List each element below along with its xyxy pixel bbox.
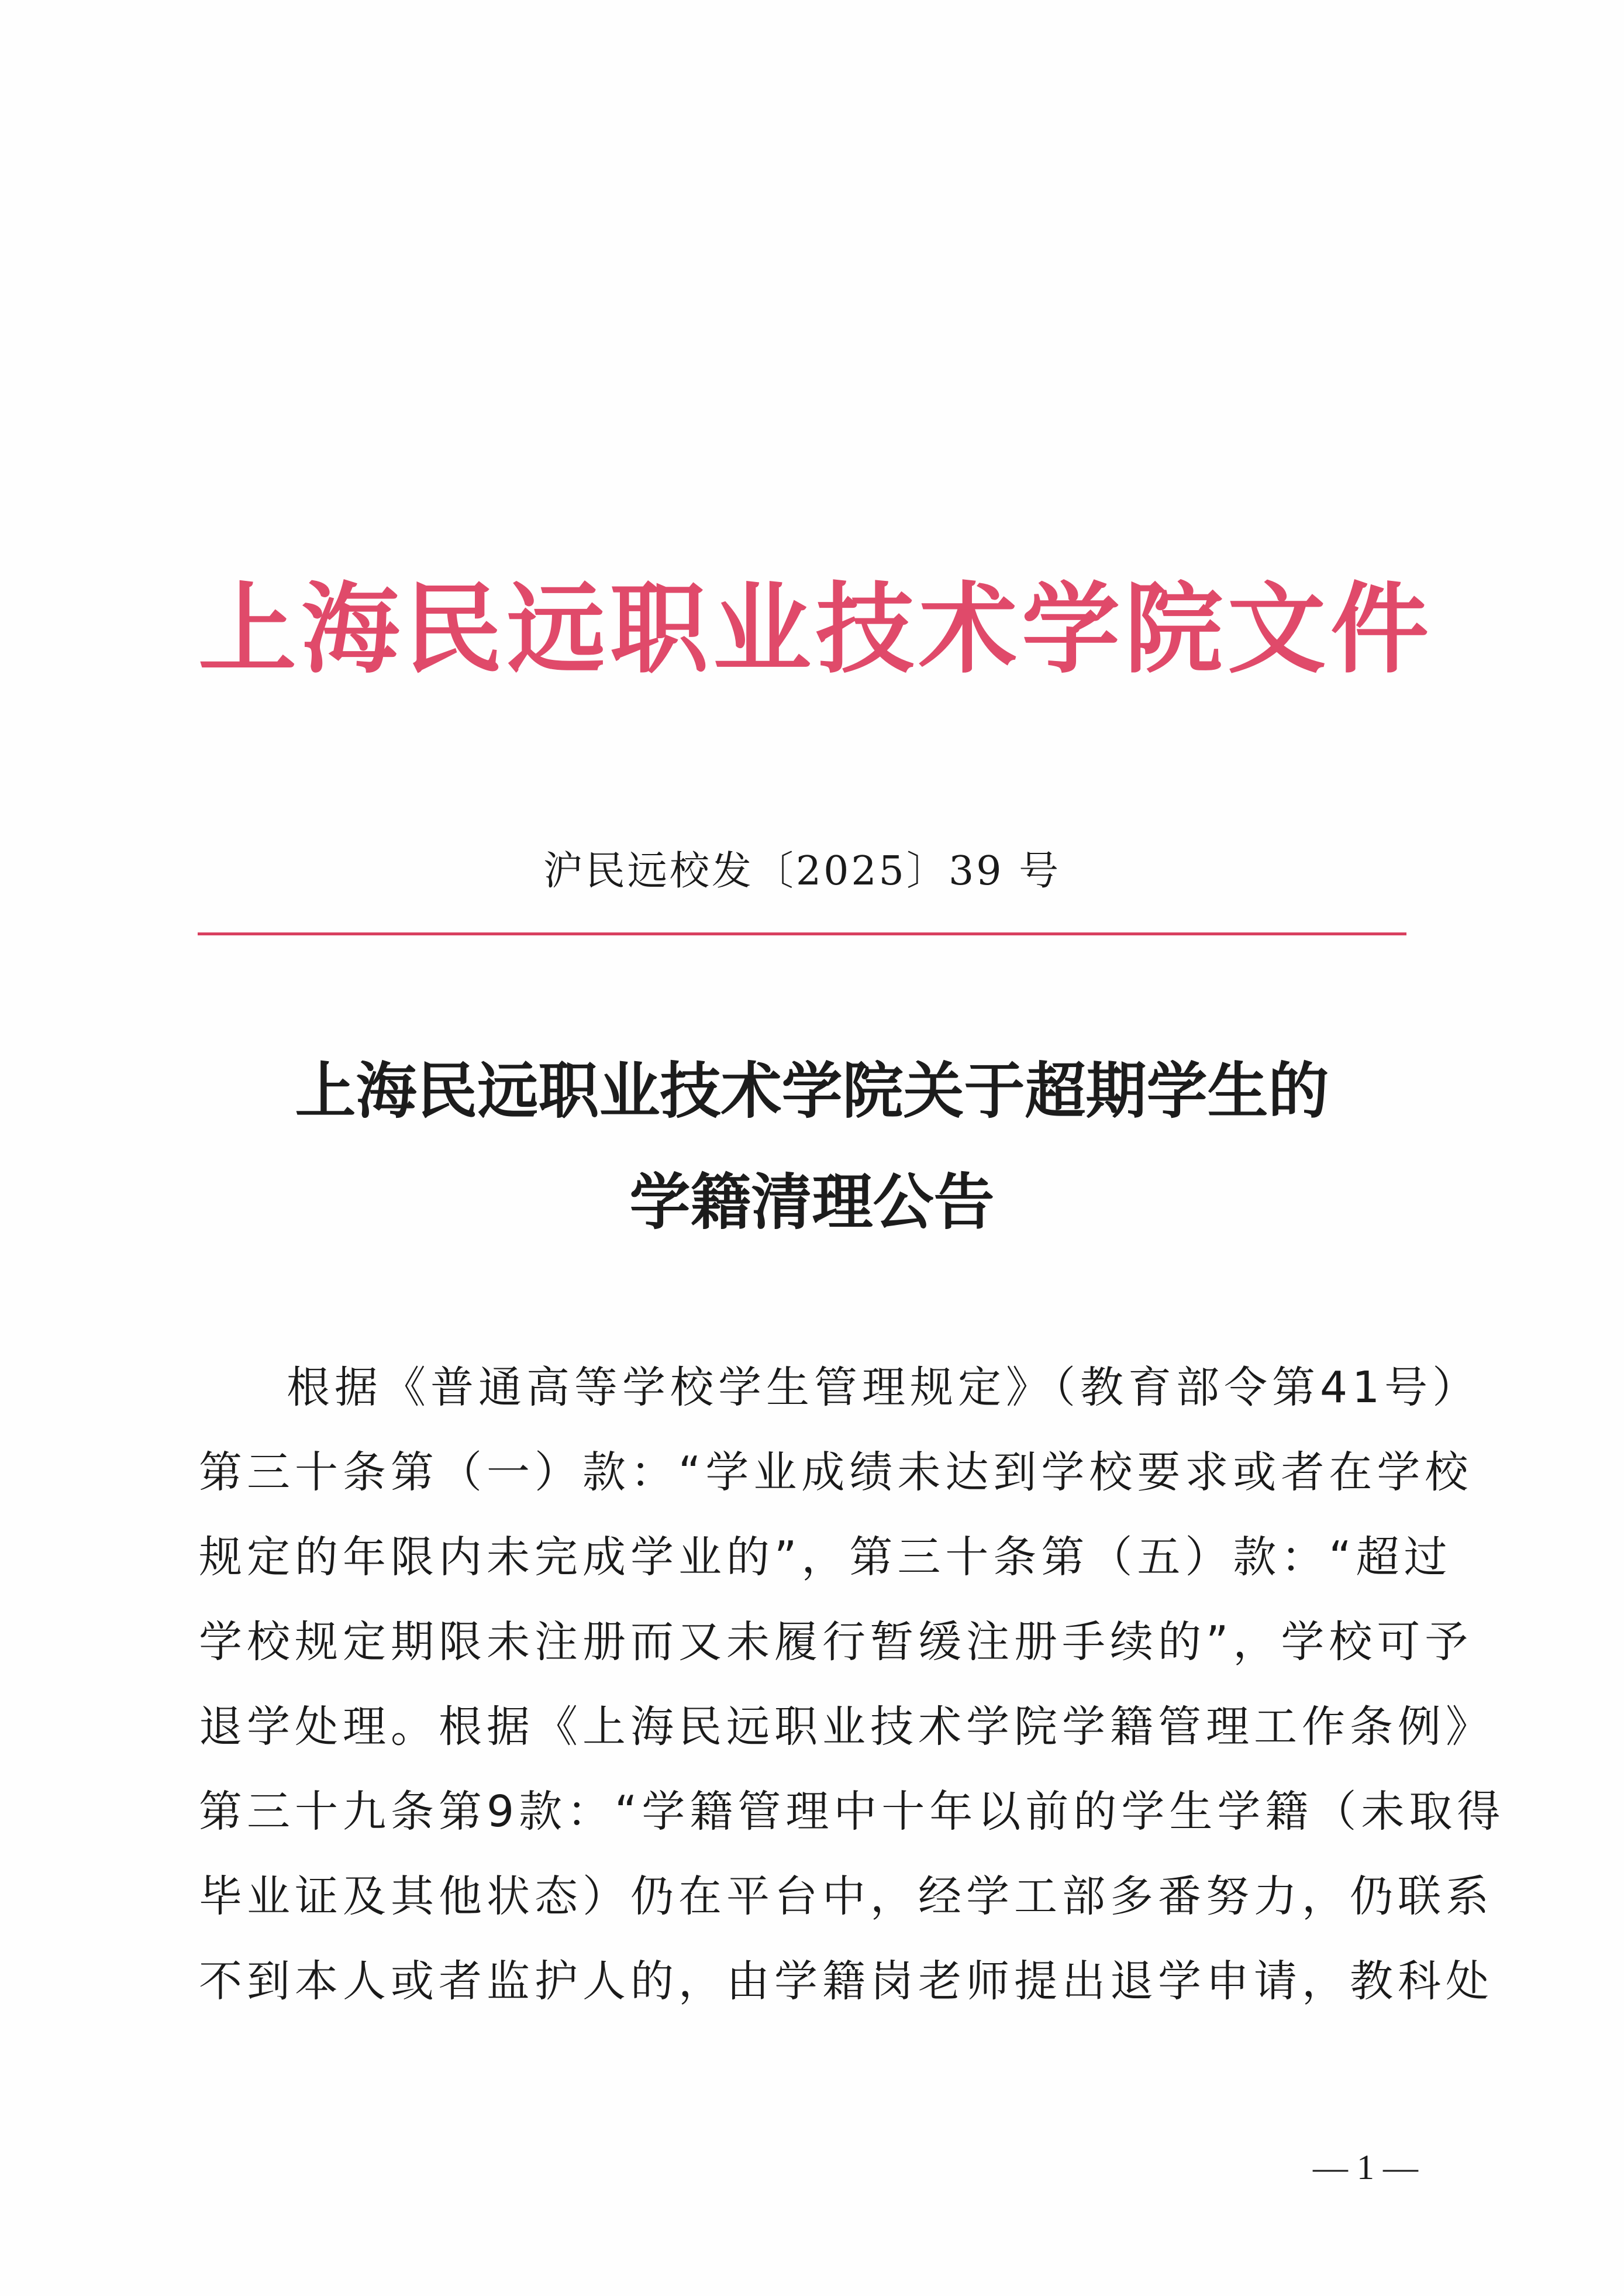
masthead-text: 上海民远职业技术学院文件 bbox=[198, 571, 1433, 687]
masthead-title bbox=[187, 571, 1444, 687]
body-paragraph bbox=[199, 1345, 1505, 2024]
body-line: 不到本人或者监护人的，由学籍岗老师提出退学申请，教科处 bbox=[199, 1956, 1494, 2006]
notice-title-line-1: 上海民远职业技术学院关于超期学生的 bbox=[295, 1055, 1329, 1127]
body-line: 退学处理。根据《上海民远职业技术学院学籍管理工作条例》 bbox=[199, 1702, 1494, 1752]
body-line: 第三十九条第9款：“学籍管理中十年以前的学生学籍（未取得 bbox=[199, 1786, 1505, 1837]
notice-title-line-2: 学籍清理公告 bbox=[629, 1166, 995, 1238]
body-line: 根据《普通高等学校学生管理规定》（教育部令第41号） bbox=[287, 1362, 1481, 1413]
page-number: — 1 — bbox=[1313, 2148, 1418, 2187]
document-number: 沪民远校发〔2025〕39 号 bbox=[543, 848, 1061, 894]
body-line: 第三十条第（一）款：“学业成绩未达到学校要求或者在学校 bbox=[199, 1447, 1473, 1498]
body-line: 毕业证及其他状态）仍在平台中，经学工部多番努力，仍联系 bbox=[199, 1871, 1494, 1922]
red-divider-rule bbox=[198, 932, 1406, 935]
body-line: 规定的年限内未完成学业的”，第三十条第（五）款：“超过 bbox=[199, 1532, 1452, 1582]
body-line: 学校规定期限未注册而又未履行暂缓注册手续的”，学校可予 bbox=[199, 1617, 1473, 1667]
